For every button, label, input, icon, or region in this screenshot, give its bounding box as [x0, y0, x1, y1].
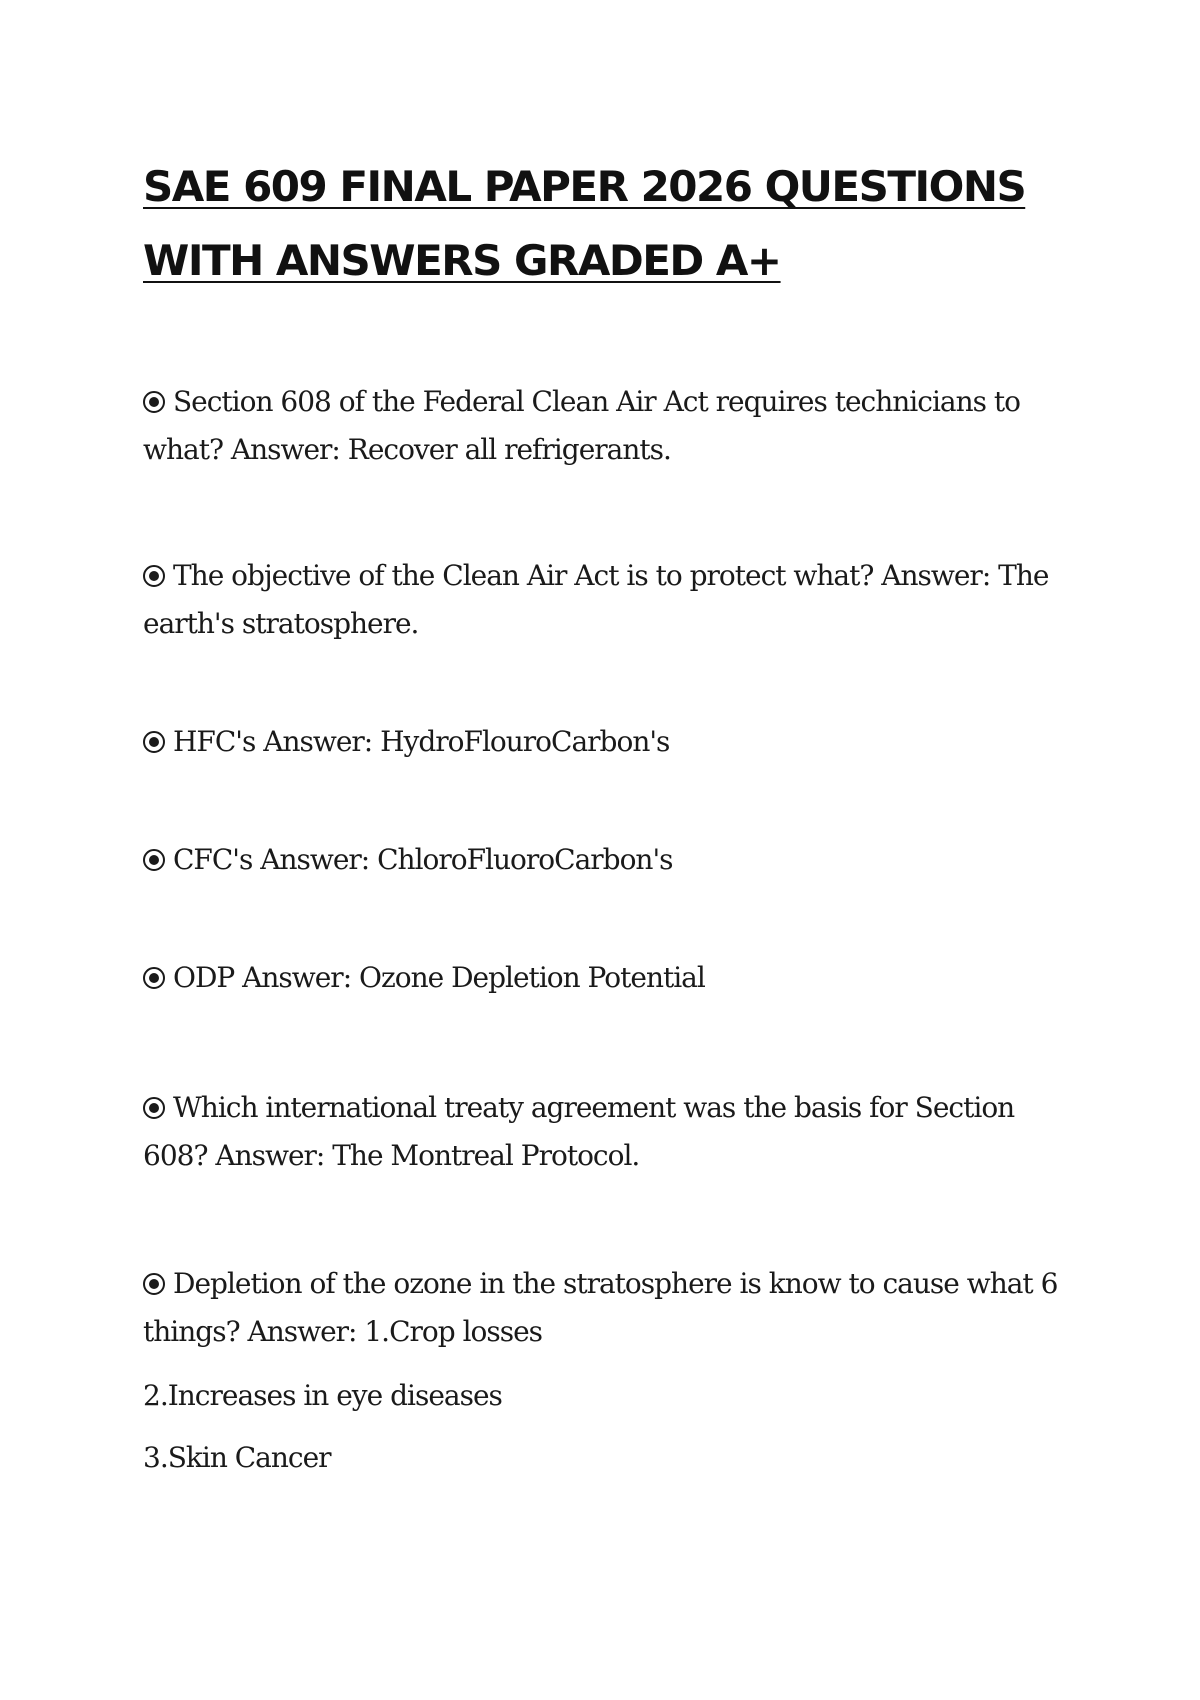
radio-bullet-icon — [143, 967, 165, 989]
qa-item — [143, 1260, 1063, 1356]
qa-text: Section 608 of the Federal Clean Air Act requires technicians to what? Answer: Recover all refrigerants. — [143, 385, 1020, 466]
qa-text: Which international treaty agreement was the basis for Section 608? Answer: The Montreal Protocol. — [143, 1091, 1015, 1172]
qa-item — [143, 954, 1063, 1002]
question-answer-list — [143, 378, 1063, 1482]
qa-text: HFC's Answer: HydroFlouroCarbon's — [173, 725, 670, 758]
qa-item — [143, 718, 1063, 766]
radio-bullet-icon — [143, 731, 165, 753]
qa-text: ODP Answer: Ozone Depletion Potential — [173, 961, 705, 994]
document-title — [143, 150, 1063, 298]
radio-bullet-icon — [143, 849, 165, 871]
qa-item — [143, 552, 1063, 648]
radio-bullet-icon — [143, 1097, 165, 1119]
qa-item — [143, 1084, 1063, 1180]
qa-item — [143, 836, 1063, 884]
radio-bullet-icon — [143, 1273, 165, 1295]
qa-text: CFC's Answer: ChloroFluoroCarbon's — [173, 843, 673, 876]
qa-text: Depletion of the ozone in the stratosphere is know to cause what 6 things? Answer: 1.Crop losses — [143, 1267, 1058, 1348]
answer-continuation-line: 2.Increases in eye diseases — [143, 1379, 502, 1412]
document-title-text: SAE 609 FINAL PAPER 2026 QUESTIONS WITH ANSWERS GRADED A+ — [143, 162, 1026, 285]
answer-continuation-line: 3.Skin Cancer — [143, 1441, 331, 1474]
radio-bullet-icon — [143, 391, 165, 413]
qa-item — [143, 378, 1063, 474]
radio-bullet-icon — [143, 565, 165, 587]
qa-text: The objective of the Clean Air Act is to protect what? Answer: The earth's stratosphere. — [143, 559, 1049, 640]
